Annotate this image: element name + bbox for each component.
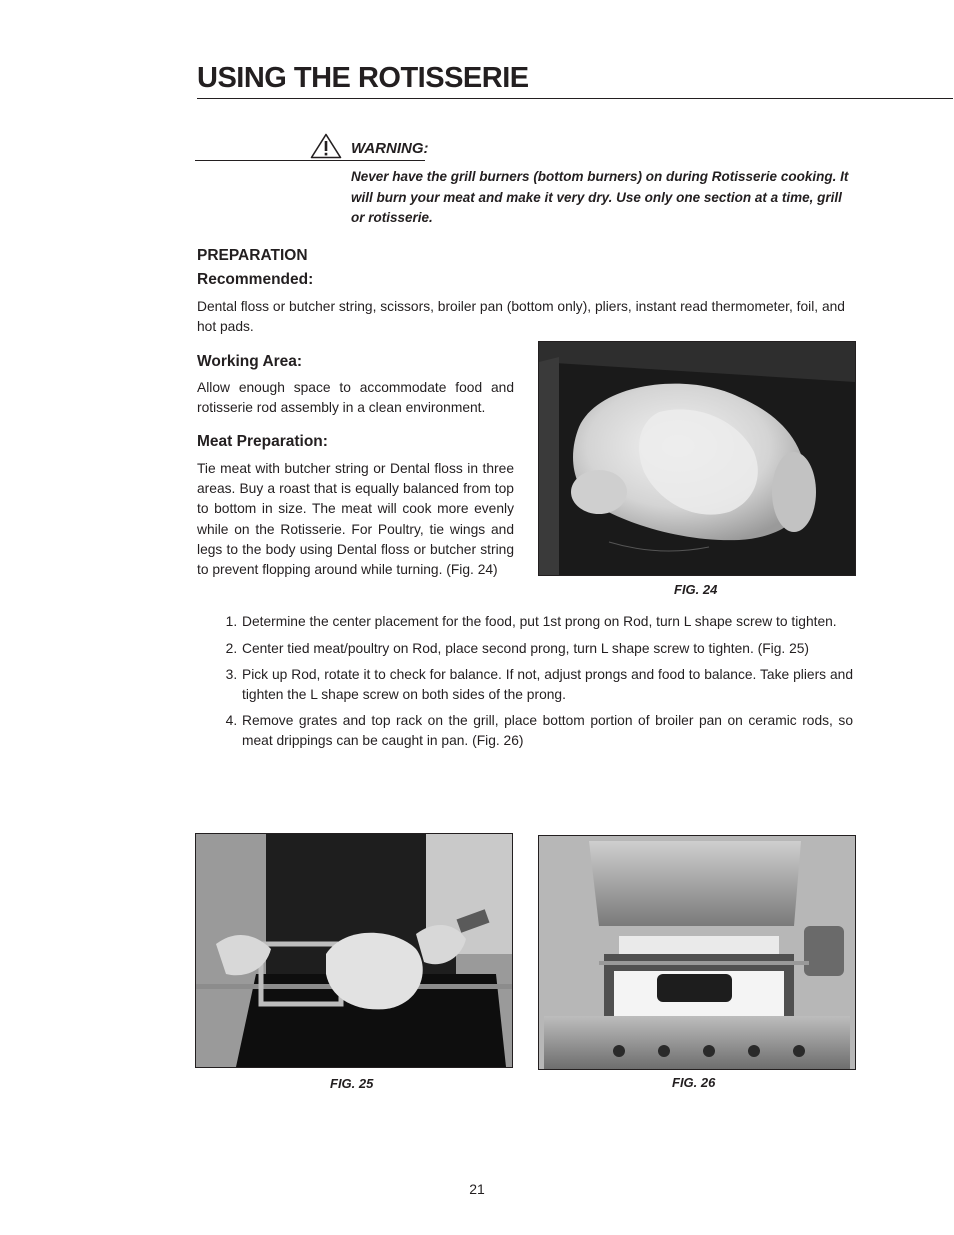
instruction-steps bbox=[197, 612, 853, 757]
step-item: 4. Remove grates and top rack on the grill, place bottom portion of broiler pan on ceramic rods, so meat drippings can be caught in pan. (Fig. 26) bbox=[241, 711, 853, 750]
working-area-text: Allow enough space to accommodate food and rotisserie rod assembly in a clean environment. bbox=[197, 380, 514, 416]
step-item: 2. Center tied meat/poultry on Rod, place second prong, turn L shape screw to tighten. (Fig. 25) bbox=[241, 639, 853, 659]
recommended-heading: Recommended: bbox=[197, 271, 314, 288]
preparation-heading: PREPARATION bbox=[197, 247, 308, 264]
recommended-text: Dental floss or butcher string, scissors, broiler pan (bottom only), pliers, instant read thermometer, foil, and hot pads. bbox=[197, 299, 845, 335]
warning-text: Never have the grill burners (bottom burners) on during Rotisserie cooking. It will burn your meat and make it very dry. Use only one section at a time, grill or rotisserie. bbox=[351, 169, 849, 225]
page-title: USING THE ROTISSERIE bbox=[197, 62, 529, 94]
warning-label: WARNING: bbox=[351, 140, 429, 157]
step-item: 1. Determine the center placement for the food, put 1st prong on Rod, turn L shape screw to tighten. bbox=[241, 612, 853, 632]
fig24-photo bbox=[538, 341, 856, 576]
warning-rule bbox=[195, 160, 425, 161]
fig24-caption: FIG. 24 bbox=[674, 582, 718, 597]
warning-triangle-icon bbox=[310, 133, 342, 159]
step-item: 3. Pick up Rod, rotate it to check for balance. If not, adjust prongs and food to balance. Take pliers and tighten the L shape screw on both sides of the prong. bbox=[241, 665, 853, 704]
meat-prep-text: Tie meat with butcher string or Dental floss in three areas. Buy a roast that is equally balanced from top to bottom in size. The meat will cook more evenly while on the Rotisserie. For Poultry, tie wings and legs to the body using Dental floss or butcher string to prevent flopping around while turning. (Fig. 24) bbox=[197, 461, 514, 578]
fig25-photo bbox=[195, 833, 513, 1068]
working-area-heading: Working Area: bbox=[197, 353, 303, 370]
meat-prep-heading: Meat Preparation: bbox=[197, 433, 328, 450]
page-number: 21 bbox=[469, 1181, 485, 1197]
fig26-photo bbox=[538, 835, 856, 1070]
fig25-caption: FIG. 25 bbox=[330, 1076, 374, 1091]
title-rule bbox=[197, 98, 953, 99]
fig26-caption: FIG. 26 bbox=[672, 1075, 716, 1090]
